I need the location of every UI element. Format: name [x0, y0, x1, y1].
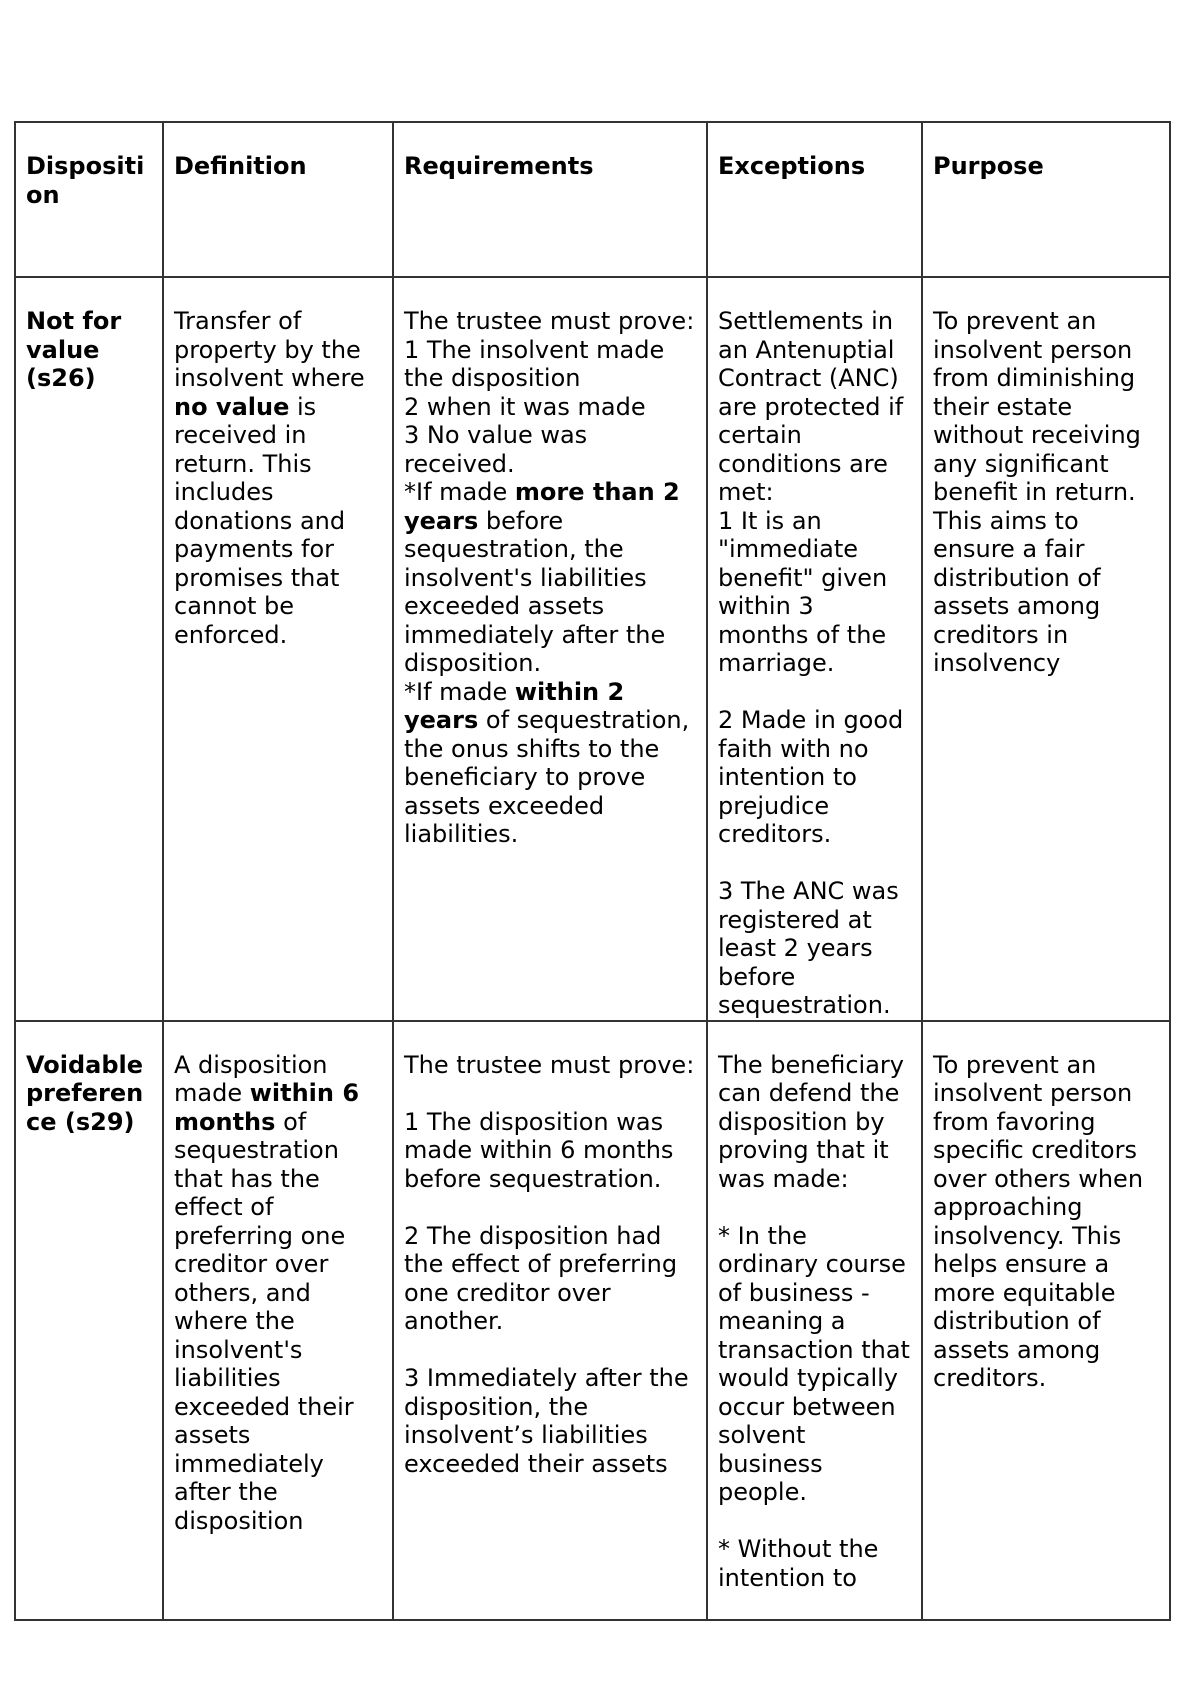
paragraph: [174, 307, 382, 649]
paragraph: [718, 507, 911, 678]
paragraph: [404, 1108, 696, 1194]
text-run: is received in return. This includes donations and payments for promises that cannot be enforced.: [174, 392, 346, 649]
purpose-cell: [922, 1021, 1170, 1620]
paragraph: [718, 1222, 911, 1507]
paragraph: [404, 421, 696, 478]
paragraph: [404, 478, 696, 678]
table-row: [15, 1021, 1170, 1620]
text-run: 1 The insolvent made the disposition: [404, 335, 665, 392]
text-run: of sequestration, the onus shifts to the beneficiary to prove assets exceeded liabilities.: [404, 706, 690, 848]
paragraph: [718, 307, 911, 507]
text-run: 3 The ANC was registered at least 2 years before sequestration.: [718, 877, 899, 1019]
paragraph: [404, 1364, 696, 1478]
paragraph: [933, 307, 1159, 678]
paragraph: [404, 393, 696, 422]
definition-cell: [163, 277, 393, 1021]
table-row: [15, 277, 1170, 1021]
text-run: 3 Immediately after the disposition, the insolvent’s liabilities exceeded their assets: [404, 1364, 689, 1478]
paragraph: [404, 307, 696, 336]
text-run: 2 Made in good faith with no intention to prejudice creditors.: [718, 706, 904, 848]
paragraph: [718, 1535, 911, 1592]
paragraph-gap: [718, 849, 911, 878]
header-exceptions: Exceptions: [707, 122, 922, 277]
paragraph-gap: [404, 1079, 696, 1108]
text-run: 1 The disposition was made within 6 months before sequestration.: [404, 1107, 674, 1193]
disposition-label-line: preferen: [26, 1079, 144, 1107]
exceptions-cell: [707, 277, 922, 1021]
text-run: before sequestration, the insolvent's liabilities exceeded assets immediately after the disposition.: [404, 506, 666, 677]
table-header-row: [15, 122, 1170, 277]
text-run: The beneficiary can defend the disposition by proving that it was made:: [718, 1050, 904, 1193]
text-run: 2 when it was made: [404, 392, 646, 421]
text-run: 2 The disposition had the effect of preferring one creditor over another.: [404, 1221, 678, 1335]
paragraph-gap: [718, 678, 911, 707]
paragraph: [404, 1222, 696, 1336]
text-run: * In the ordinary course of business - meaning a transaction that would typically occur between solvent business people.: [718, 1221, 910, 1506]
text-run: *If made: [404, 478, 515, 506]
disposition-label-line: (s26): [26, 364, 96, 392]
requirements-cell: [393, 1021, 707, 1620]
definition-cell: [163, 1021, 393, 1620]
paragraph: [718, 877, 911, 1020]
text-run: Settlements in an Antenuptial Contract (ANC) are protected if certain conditions are met:: [718, 307, 904, 506]
header-disposition-line-2: on: [26, 180, 60, 209]
header-disposition-line-1: Dispositi: [26, 152, 145, 180]
paragraph: [718, 706, 911, 849]
text-run: To prevent an insolvent person from favoring specific creditors over others when approaching insolvency. This helps ensure a more equitable distribution of assets among creditors.: [933, 1050, 1144, 1392]
paragraph-gap: [718, 1193, 911, 1222]
paragraph: [404, 678, 696, 849]
disposition-label-line: Voidable: [26, 1050, 144, 1079]
disposition-cell: [15, 277, 163, 1021]
paragraph: [404, 1051, 696, 1080]
text-run: 1 It is an "immediate benefit" given within 3 months of the marriage.: [718, 506, 888, 677]
dispositions-table: [14, 121, 1171, 1621]
purpose-cell: [922, 277, 1170, 1021]
paragraph: [174, 1051, 382, 1536]
bold-text: more than 2 years: [404, 478, 680, 535]
exceptions-cell: [707, 1021, 922, 1620]
bold-text: within 2 years: [404, 677, 625, 734]
text-run: Transfer of property by the insolvent where: [174, 307, 365, 392]
paragraph: [718, 1051, 911, 1194]
paragraph-gap: [404, 1336, 696, 1365]
disposition-label-line: Not for: [26, 307, 122, 335]
text-run: To prevent an insolvent person from diminishing their estate without receiving any significant benefit in return. This aims to ensure a fair distribution of assets among creditors in insolvency: [933, 307, 1141, 677]
disposition-cell: [15, 1021, 163, 1620]
bold-text: no value: [174, 392, 290, 421]
text-run: * Without the intention to: [718, 1535, 879, 1592]
header-purpose: Purpose: [922, 122, 1170, 277]
paragraph: [933, 1051, 1159, 1393]
disposition-label-line: value: [26, 335, 100, 364]
text-run: A disposition made: [174, 1050, 328, 1107]
header-disposition: [15, 122, 163, 277]
requirements-cell: [393, 277, 707, 1021]
paragraph: [404, 336, 696, 393]
header-definition: Definition: [163, 122, 393, 277]
paragraph-gap: [404, 1193, 696, 1222]
disposition-label-line: ce (s29): [26, 1107, 135, 1136]
bold-text: within 6 months: [174, 1079, 360, 1136]
text-run: *If made: [404, 677, 515, 706]
text-run: of sequestration that has the effect of preferring one creditor over others, and where the insolvent's liabilities exceeded their assets immediately after the disposition: [174, 1107, 354, 1535]
header-requirements: Requirements: [393, 122, 707, 277]
text-run: The trustee must prove:: [404, 1050, 695, 1079]
text-run: 3 No value was received.: [404, 421, 588, 478]
text-run: The trustee must prove:: [404, 307, 695, 335]
paragraph-gap: [718, 1507, 911, 1536]
